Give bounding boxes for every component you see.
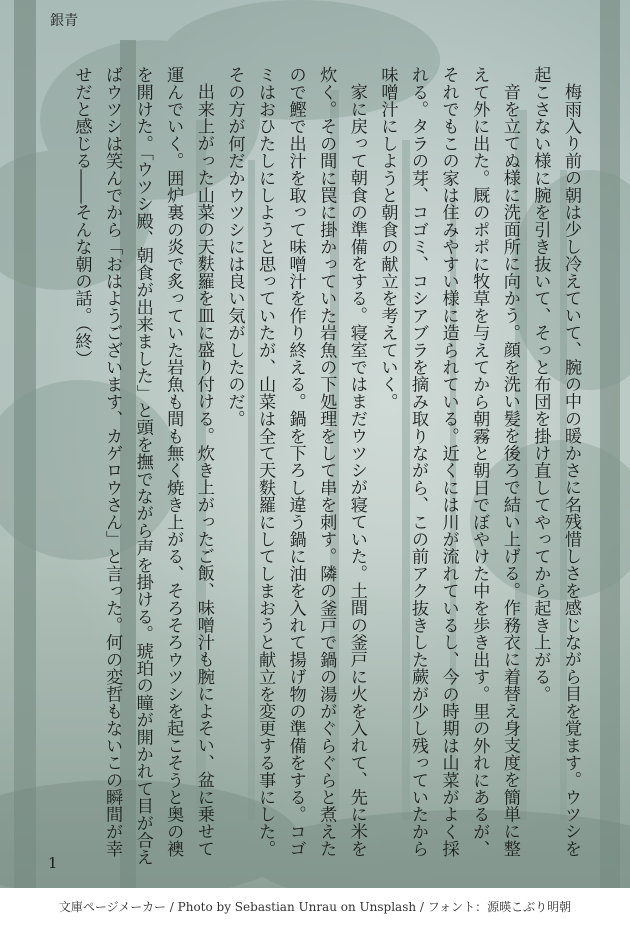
paragraph: 出来上がった山菜の天麩羅を皿に盛り付ける。炊き上がったご飯、味噌汁も腕によそい、盆に乗せて運んでいく。囲炉裏の炎で炙っていた岩魚も間も無く焼き上がる、そろそろウツシを起こそうと奥の襖を開けた。「ウツシ殿、朝食が出来ました」と頭を撫でながら声を掛ける。琥珀の瞳が開かれて目が合えばウツシは笑んでから「おはようございます、カゲロウさん」と言った。何の変哲もないこの瞬間が幸せだと感じる――そんな朝の話。（終） [71, 66, 214, 866]
paragraph: 梅雨入り前の朝は少し冷えていて、腕の中の暖かさに名残惜しさを感じながら目を覚ます。ウツシを起こさない様に腕を引き抜いて、そっと布団を掛け直してやってから起き上がる。 [530, 66, 581, 858]
vertical-body-text [66, 66, 586, 866]
page-number: 1 [48, 854, 58, 872]
paragraph: 家に戻って朝食の準備をする。寝室ではまだウツシが寝ていた。土間の釜戸に火を入れて、先に米を炊く。その間に罠に掛かっていた岩魚の下処理をして串を刺す。隣の釜戸で鍋の湯がぐらぐらと煮えたので鰹で出汁を取って味噌汁を作り終える。鍋を下ろし違う鍋に油を入れて揚げ物の準備をする。コゴミはおひたしにしようと思っていたが、山菜は全て天麩羅にしてしまおうと献立を変更する事にした。その方が何だかウツシには良い気がしたのだ。 [224, 66, 367, 858]
book-title: 銀青 [50, 13, 78, 29]
credit-line: 文庫ページメーカー / Photo by Sebastian Unrau on Unsplash / フォント：源暎こぶり明朝 [58, 900, 572, 914]
paragraph: 音を立てぬ様に洗面所に向かう。顔を洗い髪を後ろで結い上げる。作務衣に着替え身支度を簡単に整えて外に出た。厩のポポに牧草を与えてから朝霧と朝日でぼやけた中を歩き出す。里の外れにあるが、それでもこの家は住みやすい様に造られている。近くには川が流れているし、今の時期は山菜がよく採れる。タラの芽、コゴミ、コシアブラを摘み取りながら、この前アク抜きした蕨が少し残っていたから味噌汁にしようと朝食の献立を考えていく。 [377, 66, 520, 858]
